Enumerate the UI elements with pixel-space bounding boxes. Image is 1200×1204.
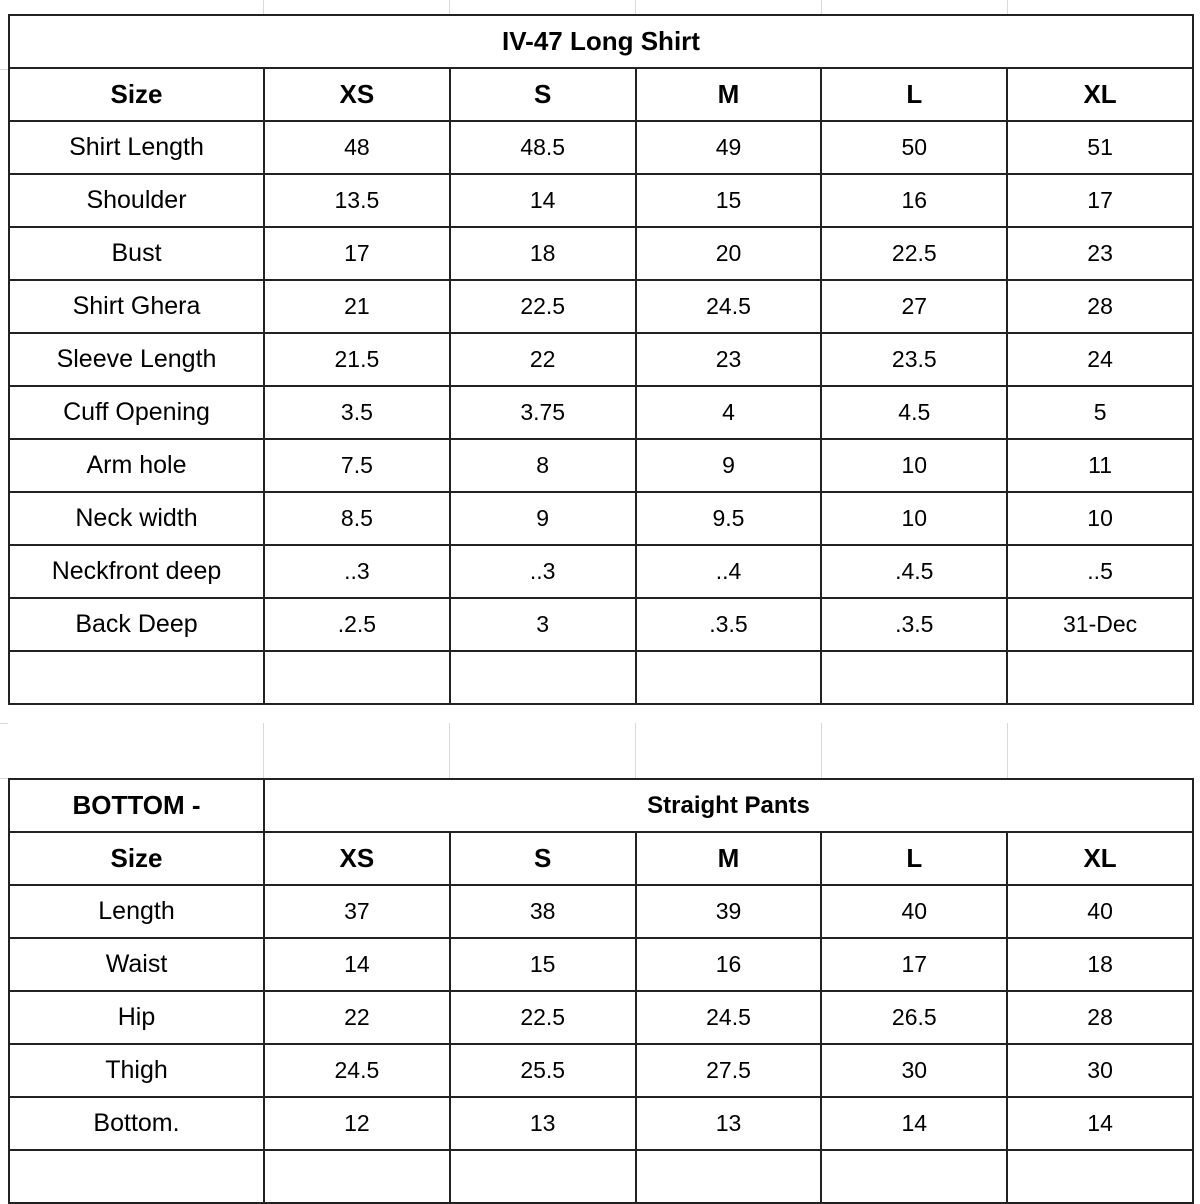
- size-header-s: S: [450, 68, 636, 121]
- measurement-label: Shirt Length: [9, 121, 264, 174]
- measurement-label: Sleeve Length: [9, 333, 264, 386]
- table-row: [9, 439, 1193, 492]
- size-header-m: M: [636, 68, 822, 121]
- measurement-value: 22: [264, 991, 450, 1044]
- size-header-xs: XS: [264, 832, 450, 885]
- measurement-value: 24.5: [264, 1044, 450, 1097]
- measurement-value: [450, 651, 636, 704]
- measurement-value: ..4: [636, 545, 822, 598]
- measurement-value: 28: [1007, 280, 1193, 333]
- measurement-value: .2.5: [264, 598, 450, 651]
- measurement-value: 40: [1007, 885, 1193, 938]
- table-row: [9, 121, 1193, 174]
- table-title: IV-47 Long Shirt: [9, 15, 1193, 68]
- measurement-value: 26.5: [821, 991, 1007, 1044]
- measurement-value: [636, 1150, 822, 1203]
- table-row: [9, 1150, 1193, 1203]
- measurement-value: 13: [450, 1097, 636, 1150]
- size-header-s: S: [450, 832, 636, 885]
- measurement-value: 17: [1007, 174, 1193, 227]
- measurement-value: [264, 1150, 450, 1203]
- measurement-label: Thigh: [9, 1044, 264, 1097]
- measurement-label: Shoulder: [9, 174, 264, 227]
- table-row: [9, 938, 1193, 991]
- size-header-l: L: [821, 68, 1007, 121]
- measurement-value: 24.5: [636, 991, 822, 1044]
- measurement-value: 22: [450, 333, 636, 386]
- measurement-value: 9.5: [636, 492, 822, 545]
- measurement-value: 11: [1007, 439, 1193, 492]
- size-header-xl: XL: [1007, 832, 1193, 885]
- size-header-label: Size: [9, 68, 264, 121]
- measurement-value: [1007, 1150, 1193, 1203]
- measurement-value: 14: [264, 938, 450, 991]
- measurement-value: 13.5: [264, 174, 450, 227]
- measurement-value: 14: [1007, 1097, 1193, 1150]
- pants-size-table: [8, 778, 1194, 1204]
- measurement-value: 21.5: [264, 333, 450, 386]
- table-title-row: [9, 779, 1193, 832]
- table-row: [9, 1097, 1193, 1150]
- measurement-value: 24: [1007, 333, 1193, 386]
- size-header-xl: XL: [1007, 68, 1193, 121]
- measurement-value: 49: [636, 121, 822, 174]
- measurement-label: Bottom.: [9, 1097, 264, 1150]
- measurement-value: 48.5: [450, 121, 636, 174]
- measurement-value: 17: [264, 227, 450, 280]
- table-row: [9, 386, 1193, 439]
- measurement-value: [636, 651, 822, 704]
- table-row: [9, 280, 1193, 333]
- measurement-value: 8.5: [264, 492, 450, 545]
- measurement-value: [821, 651, 1007, 704]
- measurement-value: 27.5: [636, 1044, 822, 1097]
- table-row: [9, 227, 1193, 280]
- measurement-label: Neckfront deep: [9, 545, 264, 598]
- measurement-label: Shirt Ghera: [9, 280, 264, 333]
- measurement-value: 24.5: [636, 280, 822, 333]
- measurement-value: 38: [450, 885, 636, 938]
- size-header-m: M: [636, 832, 822, 885]
- measurement-value: 22.5: [450, 280, 636, 333]
- measurement-label: [9, 651, 264, 704]
- measurement-value: [450, 1150, 636, 1203]
- measurement-value: 9: [450, 492, 636, 545]
- measurement-label: Bust: [9, 227, 264, 280]
- measurement-value: 8: [450, 439, 636, 492]
- measurement-value: 22.5: [821, 227, 1007, 280]
- measurement-value: 23: [1007, 227, 1193, 280]
- measurement-value: [821, 1150, 1007, 1203]
- measurement-value: 37: [264, 885, 450, 938]
- measurement-value: 30: [821, 1044, 1007, 1097]
- measurement-value: .3.5: [821, 598, 1007, 651]
- measurement-value: 9: [636, 439, 822, 492]
- measurement-value: .4.5: [821, 545, 1007, 598]
- measurement-value: ..5: [1007, 545, 1193, 598]
- measurement-value: [1007, 651, 1193, 704]
- table-row: [9, 174, 1193, 227]
- measurement-value: 23.5: [821, 333, 1007, 386]
- measurement-value: 10: [821, 492, 1007, 545]
- size-header-row: [9, 68, 1193, 121]
- table-row: [9, 545, 1193, 598]
- table-title: Straight Pants: [264, 779, 1193, 832]
- measurement-value: 18: [1007, 938, 1193, 991]
- measurement-value: 13: [636, 1097, 822, 1150]
- measurement-value: 4: [636, 386, 822, 439]
- measurement-value: 17: [821, 938, 1007, 991]
- measurement-value: ..3: [450, 545, 636, 598]
- measurement-value: 40: [821, 885, 1007, 938]
- measurement-value: 51: [1007, 121, 1193, 174]
- measurement-value: [264, 651, 450, 704]
- measurement-label: Back Deep: [9, 598, 264, 651]
- section-label: BOTTOM -: [9, 779, 264, 832]
- size-header-xs: XS: [264, 68, 450, 121]
- size-header-label: Size: [9, 832, 264, 885]
- measurement-value: .3.5: [636, 598, 822, 651]
- measurement-value: 7.5: [264, 439, 450, 492]
- table-row: [9, 991, 1193, 1044]
- measurement-label: Waist: [9, 938, 264, 991]
- measurement-value: 28: [1007, 991, 1193, 1044]
- shirt-size-table: [8, 14, 1194, 705]
- measurement-value: ..3: [264, 545, 450, 598]
- measurement-value: 22.5: [450, 991, 636, 1044]
- measurement-value: 10: [1007, 492, 1193, 545]
- table-row: [9, 651, 1193, 704]
- measurement-label: Cuff Opening: [9, 386, 264, 439]
- measurement-value: 15: [450, 938, 636, 991]
- table-title-row: [9, 15, 1193, 68]
- measurement-value: 3.75: [450, 386, 636, 439]
- table-row: [9, 333, 1193, 386]
- table-row: [9, 492, 1193, 545]
- measurement-label: Hip: [9, 991, 264, 1044]
- measurement-value: 23: [636, 333, 822, 386]
- size-header-row: [9, 832, 1193, 885]
- table-row: [9, 598, 1193, 651]
- measurement-value: 4.5: [821, 386, 1007, 439]
- measurement-value: 10: [821, 439, 1007, 492]
- measurement-value: 15: [636, 174, 822, 227]
- measurement-value: 16: [636, 938, 822, 991]
- measurement-value: 39: [636, 885, 822, 938]
- measurement-value: 30: [1007, 1044, 1193, 1097]
- measurement-value: 27: [821, 280, 1007, 333]
- measurement-value: 31-Dec: [1007, 598, 1193, 651]
- table-row: [9, 1044, 1193, 1097]
- table-row: [9, 885, 1193, 938]
- measurement-value: 18: [450, 227, 636, 280]
- measurement-label: [9, 1150, 264, 1203]
- measurement-label: Neck width: [9, 492, 264, 545]
- measurement-label: Length: [9, 885, 264, 938]
- measurement-value: 25.5: [450, 1044, 636, 1097]
- size-header-l: L: [821, 832, 1007, 885]
- measurement-value: 5: [1007, 386, 1193, 439]
- measurement-label: Arm hole: [9, 439, 264, 492]
- measurement-value: 14: [450, 174, 636, 227]
- measurement-value: 48: [264, 121, 450, 174]
- measurement-value: 3: [450, 598, 636, 651]
- measurement-value: 21: [264, 280, 450, 333]
- measurement-value: 14: [821, 1097, 1007, 1150]
- measurement-value: 3.5: [264, 386, 450, 439]
- measurement-value: 16: [821, 174, 1007, 227]
- measurement-value: 20: [636, 227, 822, 280]
- measurement-value: 12: [264, 1097, 450, 1150]
- measurement-value: 50: [821, 121, 1007, 174]
